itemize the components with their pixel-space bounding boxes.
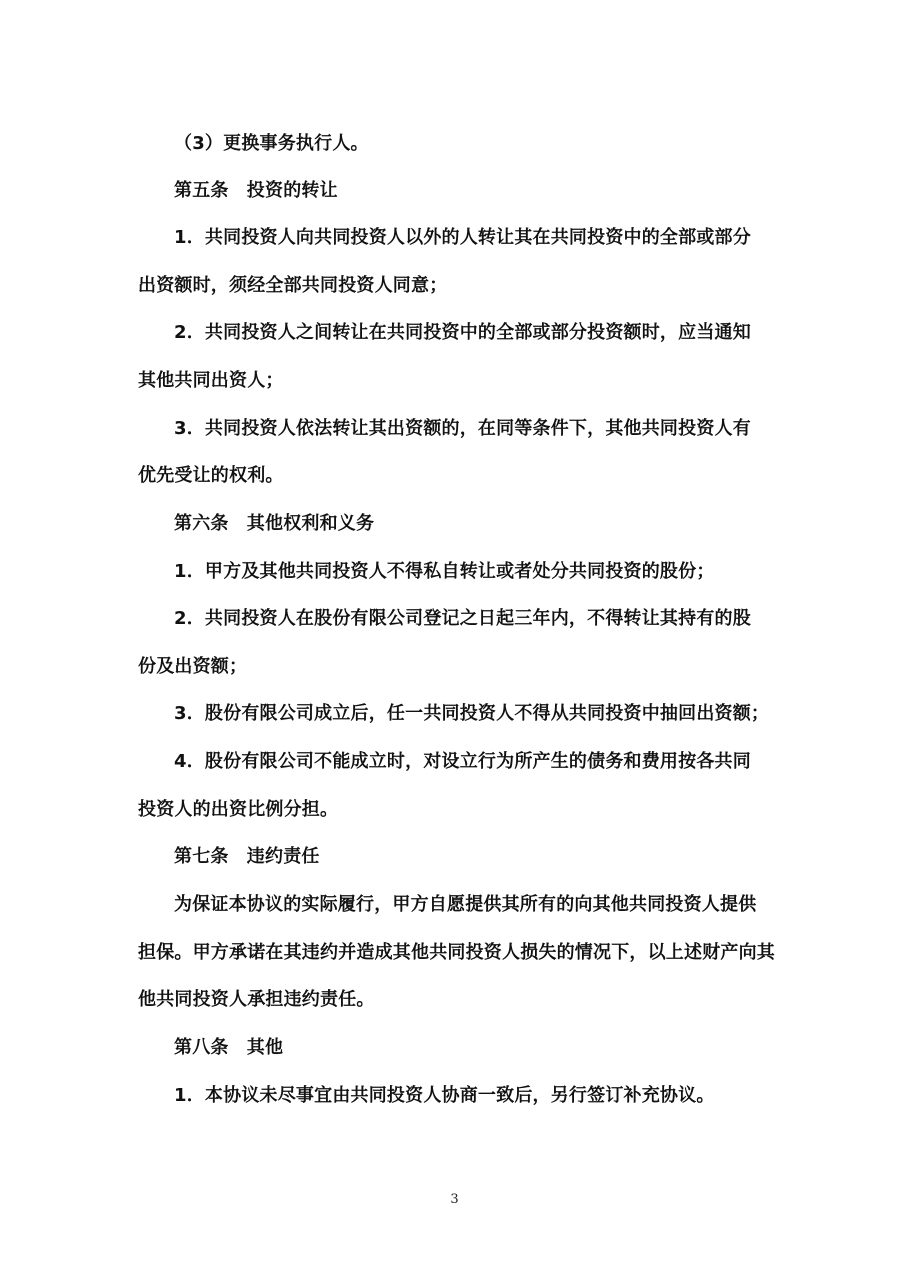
- paragraph-text: 为保证本协议的实际履行，甲方自愿提供其所有的向其他共同投资人提供: [174, 894, 757, 915]
- clause-item-text: 4．股份有限公司不能成立时，对设立行为所产生的债务和费用按各共同: [174, 751, 751, 772]
- clause-continuation-text: 出资额时，须经全部共同投资人同意；: [138, 275, 448, 296]
- clause-continuation-text: 优先受让的权利。: [138, 465, 284, 486]
- paragraph-continuation-text: 担保。甲方承诺在其违约并造成其他共同投资人损失的情况下，以上述财产向其: [138, 942, 775, 963]
- clause-item-text: 3．股份有限公司成立后，任一共同投资人不得从共同投资中抽回出资额；: [174, 703, 770, 724]
- section-heading-article-5: 第五条 投资的转让: [174, 180, 338, 201]
- clause-item-text: （3）更换事务执行人。: [174, 133, 369, 154]
- section-heading-article-6: 第六条 其他权利和义务: [174, 513, 375, 534]
- clause-continuation-text: 份及出资额；: [138, 656, 248, 677]
- section-heading-article-8: 第八条 其他: [174, 1037, 284, 1058]
- clause-continuation-text: 投资人的出资比例分担。: [138, 799, 339, 820]
- page-number: 3: [450, 1192, 459, 1207]
- clause-item-text: 2．共同投资人在股份有限公司登记之日起三年内，不得转让其持有的股: [174, 608, 751, 629]
- clause-item-text: 2．共同投资人之间转让在共同投资中的全部或部分投资额时，应当通知: [174, 322, 751, 343]
- paragraph-continuation-text: 他共同投资人承担违约责任。: [138, 989, 375, 1010]
- clause-item-text: 1．共同投资人向共同投资人以外的人转让其在共同投资中的全部或部分: [174, 227, 751, 248]
- section-heading-article-7: 第七条 违约责任: [174, 846, 320, 867]
- clause-continuation-text: 其他共同出资人；: [138, 370, 284, 391]
- clause-item-text: 3．共同投资人依法转让其出资额的，在同等条件下，其他共同投资人有: [174, 418, 751, 439]
- clause-item-text: 1．甲方及其他共同投资人不得私自转让或者处分共同投资的股份；: [174, 561, 715, 582]
- clause-item-text: 1．本协议未尽事宜由共同投资人协商一致后，另行签订补充协议。: [174, 1085, 715, 1106]
